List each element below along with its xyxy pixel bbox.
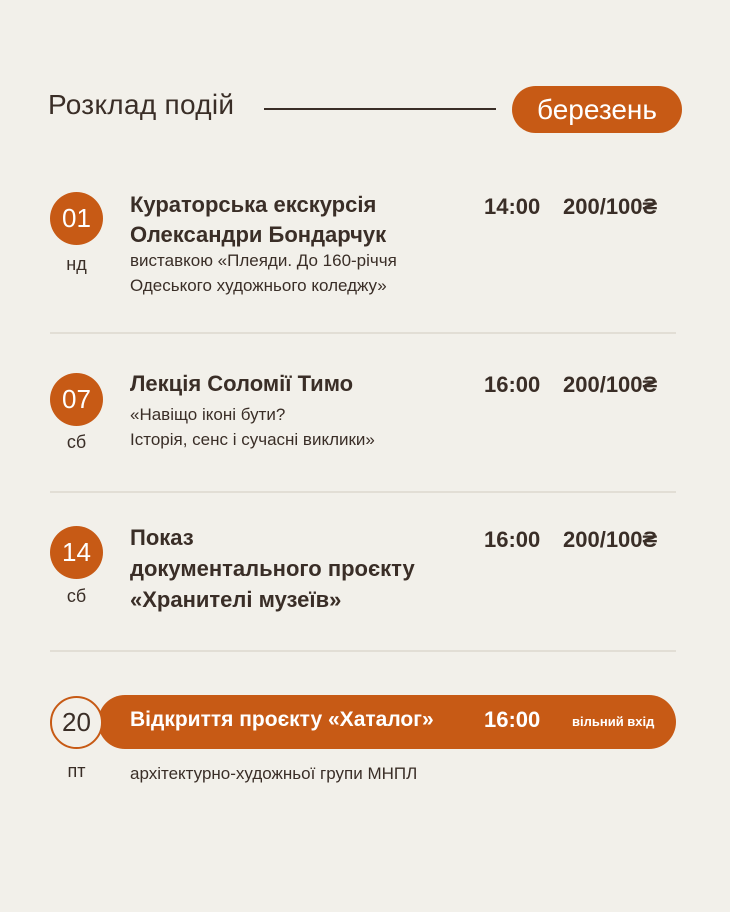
event-title-line-2: Олександри Бондарчук — [130, 222, 387, 247]
event-title-line-2: документального проєкту — [130, 556, 415, 581]
event-time: 16:00 — [484, 707, 541, 732]
event-divider — [50, 650, 676, 652]
event-description-line-2: Історія, сенс і сучасні виклики» — [130, 430, 375, 449]
event-title-line-1: Кураторська екскурсія — [130, 192, 377, 217]
event-time: 16:00 — [484, 527, 541, 552]
event-price: вільний вхід — [572, 714, 655, 729]
event-date-circle: 07 — [50, 373, 103, 426]
event-title-line-3: «Хранителі музеїв» — [130, 587, 342, 612]
page-title: Розклад подій — [48, 89, 235, 120]
event-title-line-1: Відкриття проєкту «Хаталог» — [130, 708, 434, 731]
event-date-circle: 20 — [50, 696, 103, 749]
event-weekday: сб — [66, 432, 87, 452]
event-weekday: сб — [66, 586, 87, 606]
schedule-header — [0, 0, 730, 140]
event-time: 16:00 — [484, 372, 541, 397]
event-price: 200/100₴ — [563, 194, 658, 219]
event-price: 200/100₴ — [563, 527, 658, 552]
event-divider — [50, 332, 676, 334]
event-description-line-1: «Навіщо іконі бути? — [130, 405, 286, 424]
event-description-line-1: виставкою «Плеяди. До 160-річчя — [130, 251, 397, 270]
event-price: 200/100₴ — [563, 372, 658, 397]
event-description-line-1: архітектурно-художньої групи МНПЛ — [130, 764, 418, 783]
event-divider — [50, 491, 676, 493]
event-weekday: пт — [67, 761, 86, 781]
event-time: 14:00 — [484, 194, 541, 219]
event-date-circle: 14 — [50, 526, 103, 579]
title-divider-line — [264, 108, 496, 110]
event-description-line-2: Одеського художнього коледжу» — [130, 276, 387, 295]
event-weekday: нд — [66, 254, 87, 274]
month-badge: березень — [512, 86, 682, 133]
event-title-line-1: Лекція Соломії Тимо — [130, 371, 354, 396]
event-title-line-1: Показ — [130, 525, 194, 550]
event-date-circle: 01 — [50, 192, 103, 245]
